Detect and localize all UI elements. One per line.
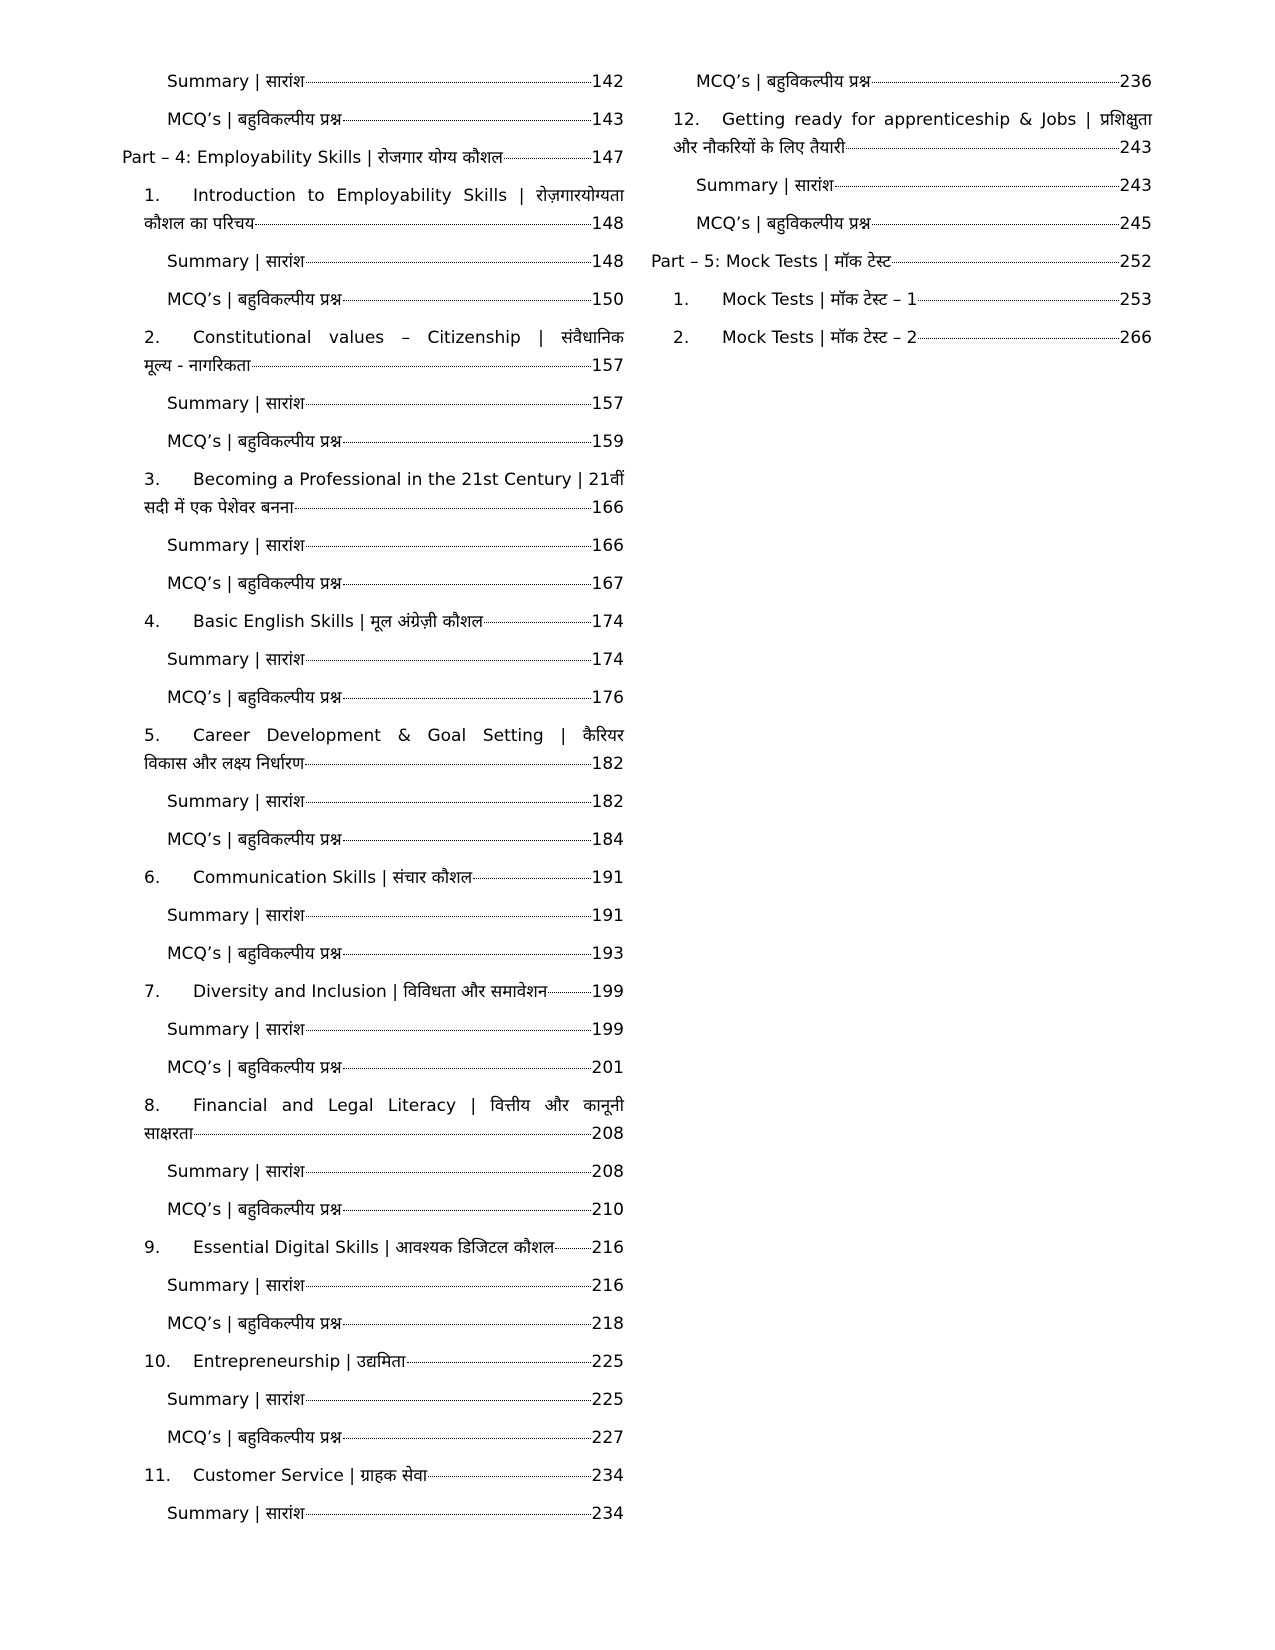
toc-page-number: 236: [1119, 72, 1152, 92]
toc-entry-sub: [651, 68, 1152, 96]
toc-entry-title: MCQ’s | बहुविकल्पीय प्रश्न: [167, 1200, 342, 1220]
toc-leader-dots: [343, 1068, 591, 1069]
toc-entry-first-line: [122, 182, 624, 210]
toc-entry-title: MCQ’s | बहुविकल्पीय प्रश्न: [696, 214, 871, 234]
toc-entry-chapter2: [122, 324, 624, 380]
toc-page-number: 167: [591, 574, 624, 594]
toc-entry-line: [122, 864, 624, 892]
toc-entry-number: 12.: [673, 110, 701, 130]
toc-entry-line: [122, 286, 624, 314]
toc-entry-title: Basic English Skills | मूल अंग्रेज़ी कौशल: [193, 612, 484, 632]
toc-page-number: 166: [591, 536, 624, 556]
toc-page-number: 142: [591, 72, 624, 92]
toc-entry-sub: [122, 902, 624, 930]
toc-entry-line: [122, 390, 624, 418]
toc-entry-title: Mock Tests | मॉक टेस्ट – 2: [722, 328, 918, 348]
toc-entry-number: 7.: [144, 982, 161, 1002]
toc-entry-sub: [122, 826, 624, 854]
toc-entry-title-cont: विकास और लक्ष्य निर्धारण: [144, 754, 305, 774]
toc-page-number: 193: [591, 944, 624, 964]
toc-entry-title: Becoming a Professional in the 21st Century | 21वीं: [193, 470, 624, 490]
toc-page-number: 234: [591, 1466, 624, 1486]
toc-entry-sub: [122, 1158, 624, 1186]
toc-entry-title: MCQ’s | बहुविकल्पीय प्रश्न: [167, 110, 342, 130]
toc-entry-first-line: [122, 466, 624, 494]
toc-leader-dots: [892, 262, 1118, 263]
toc-entry-title: Summary | सारांश: [167, 394, 305, 414]
toc-leader-dots: [555, 1248, 590, 1249]
toc-entry-title: MCQ’s | बहुविकल्पीय प्रश्न: [167, 290, 342, 310]
toc-entry-title-cont: साक्षरता: [144, 1124, 194, 1144]
toc-page-number: 201: [591, 1058, 624, 1078]
toc-entry-sub: [651, 210, 1152, 238]
toc-entry-sub: [122, 1310, 624, 1338]
toc-entry-sub: [122, 1500, 624, 1528]
toc-entry-title: MCQ’s | बहुविकल्पीय प्रश्न: [696, 72, 871, 92]
toc-entry-title: MCQ’s | बहुविकल्पीय प्रश्न: [167, 432, 342, 452]
toc-entry-sub: [122, 1386, 624, 1414]
toc-entry-number: 3.: [144, 470, 161, 490]
toc-entry-sub: [122, 570, 624, 598]
toc-page-number: 143: [591, 110, 624, 130]
toc-entry-sub: [122, 1272, 624, 1300]
toc-leader-dots: [306, 404, 591, 405]
toc-leader-dots: [295, 508, 591, 509]
toc-entry-title: Summary | सारांश: [167, 536, 305, 556]
toc-entry-number: 10.: [144, 1352, 172, 1372]
toc-page-number: 166: [591, 498, 624, 518]
toc-page-number: 174: [591, 650, 624, 670]
toc-leader-dots: [548, 992, 590, 993]
toc-entry-line: [122, 1054, 624, 1082]
toc-leader-dots: [306, 1030, 591, 1031]
toc-leader-dots: [484, 622, 591, 623]
toc-entry-first-line: [122, 324, 624, 352]
toc-entry-sub: [122, 1424, 624, 1452]
toc-entry-line: [651, 210, 1152, 238]
toc-entry-chapter: [122, 978, 624, 1006]
toc-page-number: 266: [1119, 328, 1152, 348]
toc-leader-dots: [306, 546, 591, 547]
toc-entry-title: Summary | सारांश: [696, 176, 834, 196]
toc-page-number: 150: [591, 290, 624, 310]
toc-entry-title: Getting ready for apprenticeship & Jobs | प्रशिक्षुता: [722, 110, 1152, 130]
toc-leader-dots: [473, 878, 590, 879]
toc-entry-number: 1.: [144, 186, 161, 206]
toc-page-number: 148: [591, 214, 624, 234]
toc-entry-chapter2: [122, 182, 624, 238]
toc-entry-title: MCQ’s | बहुविकल्पीय प्रश्न: [167, 944, 342, 964]
toc-entry-line: [122, 788, 624, 816]
toc-entry-line: [122, 978, 624, 1006]
toc-entry-sub: [122, 106, 624, 134]
toc-page-number: 199: [591, 982, 624, 1002]
toc-entry-sub: [122, 1054, 624, 1082]
toc-entry-chapter2: [651, 106, 1152, 162]
toc-entry-title-cont: कौशल का परिचय: [144, 214, 255, 234]
toc-page-number: 245: [1119, 214, 1152, 234]
toc-entry-title: MCQ’s | बहुविकल्पीय प्रश्न: [167, 1314, 342, 1334]
toc-entry-number: 1.: [673, 290, 690, 310]
toc-leader-dots: [343, 584, 591, 585]
toc-entry-title: MCQ’s | बहुविकल्पीय प्रश्न: [167, 574, 342, 594]
toc-page-number: 218: [591, 1314, 624, 1334]
toc-leader-dots: [872, 82, 1119, 83]
toc-entry-part: [651, 248, 1152, 276]
toc-page-number: 199: [591, 1020, 624, 1040]
toc-entry-line: [122, 1348, 624, 1376]
toc-page-number: 191: [591, 906, 624, 926]
toc-leader-dots: [343, 954, 591, 955]
toc-entry-first-line: [122, 722, 624, 750]
toc-entry-line: [122, 1386, 624, 1414]
toc-entry-number: 9.: [144, 1238, 161, 1258]
toc-page-number: 208: [591, 1162, 624, 1182]
toc-page-number: 253: [1119, 290, 1152, 310]
toc-entry-line: [122, 1424, 624, 1452]
toc-leader-dots: [306, 802, 591, 803]
toc-leader-dots: [846, 148, 1118, 149]
toc-leader-dots: [407, 1362, 591, 1363]
toc-entry-line: [651, 286, 1152, 314]
toc-entry-number: 11.: [144, 1466, 172, 1486]
toc-entry-title: Financial and Legal Literacy | वित्तीय और कानूनी: [193, 1096, 624, 1116]
toc-page-number: 243: [1119, 176, 1152, 196]
toc-page-number: 216: [591, 1238, 624, 1258]
toc-entry-sub: [122, 646, 624, 674]
toc-entry-sub: [651, 172, 1152, 200]
toc-leader-dots: [835, 186, 1119, 187]
toc-entry-title: Summary | सारांश: [167, 1504, 305, 1524]
toc-leader-dots: [918, 338, 1118, 339]
toc-entry-second-line: [122, 1120, 624, 1148]
toc-entry-chapter: [122, 608, 624, 636]
toc-entry-first-line: [122, 1092, 624, 1120]
toc-page-number: 182: [591, 754, 624, 774]
toc-entry-sub: [122, 532, 624, 560]
toc-leader-dots: [305, 764, 590, 765]
toc-entry-title: Part – 5: Mock Tests | मॉक टेस्ट: [651, 252, 892, 272]
toc-leader-dots: [306, 660, 591, 661]
toc-entry-line: [122, 826, 624, 854]
toc-entry-title: Constitutional values – Citizenship | संवैधानिक: [193, 328, 624, 348]
toc-entry-sub: [122, 1016, 624, 1044]
toc-entry-title: Summary | सारांश: [167, 1276, 305, 1296]
toc-entry-sub: [122, 940, 624, 968]
toc-entry-chapter2: [122, 1092, 624, 1148]
toc-leader-dots: [343, 442, 591, 443]
toc-entry-title: Mock Tests | मॉक टेस्ट – 1: [722, 290, 918, 310]
toc-entry-second-line: [122, 352, 624, 380]
toc-entry-line: [122, 646, 624, 674]
toc-entry-sub: [122, 788, 624, 816]
toc-entry-line: [122, 106, 624, 134]
toc-entry-chapter2: [122, 466, 624, 522]
toc-entry-title: Summary | सारांश: [167, 252, 305, 272]
toc-entry-title: Summary | सारांश: [167, 1020, 305, 1040]
toc-entry-number: 8.: [144, 1096, 161, 1116]
toc-entry-line: [122, 570, 624, 598]
toc-entry-line: [122, 1500, 624, 1528]
toc-entry-second-line: [122, 494, 624, 522]
toc-leader-dots: [343, 840, 591, 841]
toc-entry-line: [122, 1234, 624, 1262]
toc-entry-title: Summary | सारांश: [167, 72, 305, 92]
toc-page-number: 174: [591, 612, 624, 632]
toc-entry-sub: [122, 286, 624, 314]
toc-page-number: 159: [591, 432, 624, 452]
toc-entry-line: [122, 428, 624, 456]
toc-leader-dots: [194, 1134, 590, 1135]
toc-entry-sub: [122, 684, 624, 712]
toc-entry-title: Essential Digital Skills | आवश्यक डिजिटल कौशल: [193, 1238, 555, 1258]
toc-entry-sub: [122, 390, 624, 418]
toc-leader-dots: [504, 158, 591, 159]
toc-entry-title: MCQ’s | बहुविकल्पीय प्रश्न: [167, 688, 342, 708]
toc-leader-dots: [306, 262, 591, 263]
toc-entry-title: Career Development & Goal Setting | कैरियर: [193, 726, 624, 746]
toc-entry-line: [651, 324, 1152, 352]
toc-entry-line: [122, 144, 624, 172]
toc-leader-dots: [255, 224, 590, 225]
toc-page-number: 208: [591, 1124, 624, 1144]
toc-entry-line: [651, 68, 1152, 96]
toc-page-number: 191: [591, 868, 624, 888]
toc-entry-second-line: [122, 210, 624, 238]
toc-leader-dots: [306, 1172, 591, 1173]
toc-leader-dots: [343, 1438, 591, 1439]
toc-page-number: 216: [591, 1276, 624, 1296]
toc-entry-number: 2.: [144, 328, 161, 348]
toc-entry-title-cont: और नौकरियों के लिए तैयारी: [673, 138, 846, 158]
toc-entry-line: [122, 1196, 624, 1224]
toc-entry-chapter2: [122, 722, 624, 778]
toc-leader-dots: [343, 698, 591, 699]
toc-page-number: 157: [591, 394, 624, 414]
toc-entry-part: [122, 144, 624, 172]
toc-entry-title: Summary | सारांश: [167, 1162, 305, 1182]
toc-entry-sub: [122, 68, 624, 96]
toc-entry-number: 4.: [144, 612, 161, 632]
toc-leader-dots: [306, 1400, 591, 1401]
toc-page-number: 147: [591, 148, 624, 168]
toc-entry-title: Introduction to Employability Skills | रोज़गारयोग्यता: [193, 186, 624, 206]
toc-entry-line: [122, 68, 624, 96]
toc-leader-dots: [343, 120, 591, 121]
toc-entry-line: [122, 1158, 624, 1186]
toc-entry-number: 2.: [673, 328, 690, 348]
toc-entry-sub: [122, 248, 624, 276]
toc-entry-title: Communication Skills | संचार कौशल: [193, 868, 473, 888]
toc-page-number: 148: [591, 252, 624, 272]
toc-leader-dots: [343, 300, 591, 301]
toc-leader-dots: [306, 1514, 591, 1515]
toc-right-column: [651, 68, 1152, 362]
toc-entry-line: [122, 940, 624, 968]
toc-entry-title: MCQ’s | बहुविकल्पीय प्रश्न: [167, 830, 342, 850]
toc-leader-dots: [872, 224, 1119, 225]
toc-entry-second-line: [651, 134, 1152, 162]
toc-entry-sub: [122, 428, 624, 456]
toc-entry-title: Summary | सारांश: [167, 906, 305, 926]
toc-entry-number: 5.: [144, 726, 161, 746]
toc-entry-line: [122, 248, 624, 276]
toc-leader-dots: [306, 82, 591, 83]
toc-entry-line: [651, 172, 1152, 200]
toc-leader-dots: [306, 916, 591, 917]
toc-page-number: 243: [1119, 138, 1152, 158]
toc-leader-dots: [343, 1324, 591, 1325]
toc-entry-line: [122, 1310, 624, 1338]
toc-entry-title: MCQ’s | बहुविकल्पीय प्रश्न: [167, 1058, 342, 1078]
toc-entry-chapter: [122, 1462, 624, 1490]
toc-leader-dots: [306, 1286, 591, 1287]
toc-page-number: 182: [591, 792, 624, 812]
toc-entry-chapter: [122, 864, 624, 892]
toc-entry-title: Part – 4: Employability Skills | रोजगार योग्य कौशल: [122, 148, 503, 168]
toc-page-number: 227: [591, 1428, 624, 1448]
toc-page-number: 157: [591, 356, 624, 376]
toc-entry-title: Summary | सारांश: [167, 792, 305, 812]
toc-entry-title: Summary | सारांश: [167, 1390, 305, 1410]
toc-left-column: [122, 68, 624, 1538]
toc-entry-title: MCQ’s | बहुविकल्पीय प्रश्न: [167, 1428, 342, 1448]
toc-entry-title-cont: सदी में एक पेशेवर बनना: [144, 498, 294, 518]
toc-entry-title-cont: मूल्य - नागरिकता: [144, 356, 251, 376]
toc-entry-chapter: [122, 1348, 624, 1376]
toc-entry-first-line: [651, 106, 1152, 134]
toc-page-number: 225: [591, 1352, 624, 1372]
toc-page-number: 225: [591, 1390, 624, 1410]
toc-entry-second-line: [122, 750, 624, 778]
toc-page-number: 184: [591, 830, 624, 850]
toc-leader-dots: [252, 366, 591, 367]
toc-entry-line: [651, 248, 1152, 276]
toc-entry-chapter: [651, 286, 1152, 314]
toc-entry-title: Summary | सारांश: [167, 650, 305, 670]
toc-entry-title: Entrepreneurship | उद्यमिता: [193, 1352, 406, 1372]
toc-leader-dots: [343, 1210, 591, 1211]
toc-entry-chapter: [651, 324, 1152, 352]
toc-page-number: 176: [591, 688, 624, 708]
toc-entry-line: [122, 684, 624, 712]
toc-page-number: 252: [1119, 252, 1152, 272]
toc-page-number: 210: [591, 1200, 624, 1220]
toc-entry-title: Diversity and Inclusion | विविधता और समावेशन: [193, 982, 548, 1002]
toc-entry-title: Customer Service | ग्राहक सेवा: [193, 1466, 428, 1486]
toc-entry-line: [122, 1016, 624, 1044]
toc-leader-dots: [428, 1476, 590, 1477]
toc-entry-line: [122, 902, 624, 930]
toc-entry-chapter: [122, 1234, 624, 1262]
toc-entry-number: 6.: [144, 868, 161, 888]
toc-entry-line: [122, 608, 624, 636]
toc-page-number: 234: [591, 1504, 624, 1524]
toc-entry-line: [122, 532, 624, 560]
toc-leader-dots: [918, 300, 1118, 301]
toc-entry-line: [122, 1272, 624, 1300]
toc-entry-line: [122, 1462, 624, 1490]
toc-entry-sub: [122, 1196, 624, 1224]
